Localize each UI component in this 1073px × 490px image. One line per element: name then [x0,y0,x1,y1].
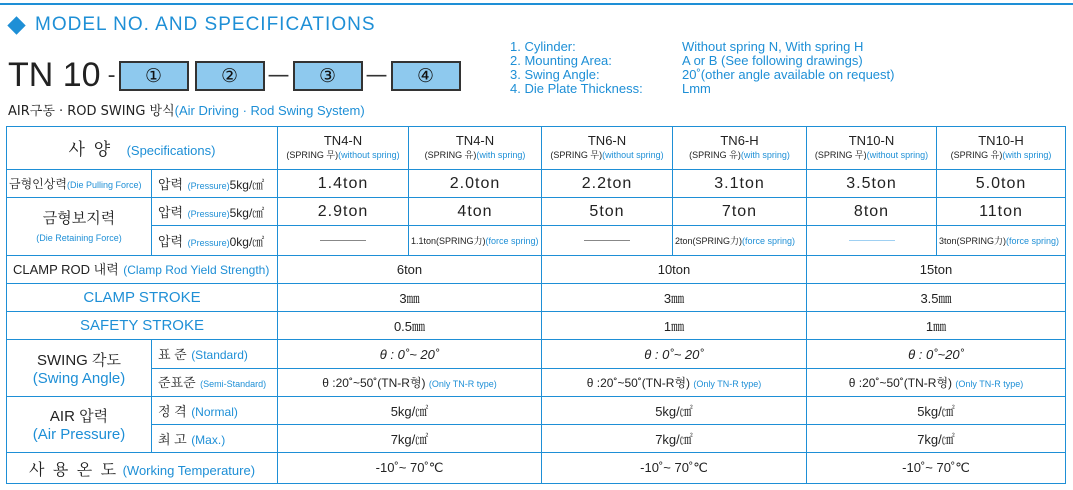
model-spring: (SPRING 유) [424,149,477,160]
legend-row [510,68,894,82]
spec-header-korean: 사 양 [68,140,113,160]
semi-standard-english: (Semi-Standard) [200,379,267,390]
standard-condition [152,340,278,368]
system-subtitle [8,100,365,119]
table-cell: 4ton [409,198,542,226]
model-column-header [409,127,542,170]
table-cell: 0.5㎜ [278,312,542,340]
max-korean: 최 고 [158,431,187,447]
table-cell: 7ton [673,198,807,226]
legend-row [510,40,894,54]
legend-key: 4. Die Plate Thickness: [510,81,643,96]
table-row-retaining-force-5 [7,198,1066,226]
model-legend [510,40,894,96]
semi-standard-note: (Only TN-R type) [693,378,762,389]
table-cell-empty [542,226,673,255]
model-column-header [542,127,673,170]
table-cell: 5.0ton [937,169,1066,197]
legend-row [510,54,894,68]
semi-standard-note: (Only TN-R type) [428,378,497,389]
retaining-force-english: (Die Retaining Force) [36,232,122,243]
pressure-value: 5kg/㎠ [229,177,265,192]
semi-standard-korean: 준표준 [158,375,196,391]
model-spring-note: (without spring) [866,149,929,160]
model-name: TN6-N [587,132,627,148]
model-spring: (SPRING 무) [814,149,867,160]
legend-value: Without spring N, With spring H [682,39,864,54]
model-name: TN4-N [455,132,495,148]
model-column-header [278,127,409,170]
clamp-rod-korean: CLAMP ROD 내력 [13,262,119,278]
model-spring-note: (without spring) [338,149,400,160]
model-name: TN10-N [848,132,895,148]
table-cell: 10ton [542,255,807,283]
model-code [8,56,461,95]
pressure-english: (Pressure) [187,180,230,191]
subtitle-english: (Air Driving · Rod Swing System) [174,103,365,118]
spring-force-value: 3ton(SPRING力) [939,236,1007,247]
legend-value: Lmm [682,81,711,96]
spring-force-value: 1.1ton(SPRING力) [411,236,486,247]
legend-key: 1. Cylinder: [510,39,576,54]
table-cell: -10˚~ 70˚℃ [278,453,542,484]
model-spring-note: (with spring) [740,149,790,160]
temperature-english: (Working Temperature) [122,462,256,478]
dash-line [584,240,630,241]
swing-angle-english: (Swing Angle) [32,369,126,387]
model-box-2: ② [195,61,265,91]
table-row-safety-stroke [7,312,1066,340]
model-spring: (SPRING 무) [286,149,339,160]
table-cell: 5kg/㎠ [807,396,1066,424]
model-column-header [673,127,807,170]
table-cell: 11ton [937,198,1066,226]
table-cell: 5kg/㎠ [278,396,542,424]
model-separator: — [267,63,290,88]
normal-condition [152,396,278,424]
force-spring-note: (force spring) [1006,236,1060,247]
table-cell [673,226,807,255]
table-row-header [7,127,1066,170]
section-header [8,14,376,36]
pressure-english: (Pressure) [187,237,230,248]
model-column-header [937,127,1066,170]
table-cell: 2.2ton [542,169,673,197]
table-cell [409,226,542,255]
table-cell: 3㎜ [278,283,542,311]
pressure-value: 0kg/㎠ [229,234,265,249]
table-cell: 2.9ton [278,198,409,226]
table-cell: θ : 0˚~20˚ [807,340,1066,368]
clamp-rod-english: (Clamp Rod Yield Strength) [123,263,270,278]
model-spring: (SPRING 유) [689,149,741,160]
safety-stroke-label: SAFETY STROKE [7,312,278,340]
pressure-condition [152,226,278,255]
table-cell: 7kg/㎠ [542,425,807,453]
temperature-korean: 사 용 온 도 [28,461,119,479]
pressure-korean: 압력 [158,233,184,249]
table-cell: 5kg/㎠ [542,396,807,424]
semi-standard-value: θ :20˚~50˚(TN-R형) [848,375,953,390]
model-name: TN4-N [323,132,363,148]
clamp-rod-label [7,255,278,283]
normal-korean: 정 격 [158,403,187,419]
pressure-condition [152,198,278,226]
pulling-force-korean: 금형인상력 [9,176,67,191]
semi-standard-condition [152,368,278,396]
model-box-1: ① [119,61,189,91]
semi-standard-note: (Only TN-R type) [955,378,1024,389]
table-row-swing-standard [7,340,1066,368]
model-column-header [807,127,937,170]
table-row-retaining-force-0 [7,226,1066,255]
model-spring-note: (without spring) [602,149,664,160]
max-english: (Max.) [191,432,226,447]
legend-key: 2. Mounting Area: [510,53,612,68]
spec-header-english: (Specifications) [126,143,216,159]
legend-row [510,82,894,96]
pressure-value: 5kg/㎠ [229,205,265,220]
standard-korean: 표 준 [158,347,187,363]
section-title: MODEL NO. AND SPECIFICATIONS [35,14,376,35]
table-cell: 6ton [278,255,542,283]
table-cell: 8ton [807,198,937,226]
air-pressure-label [7,396,152,452]
model-prefix: TN 10 [8,56,101,94]
table-row-air-max [7,425,1066,453]
standard-english: (Standard) [191,348,248,363]
table-cell: -10˚~ 70˚℃ [542,453,807,484]
spring-force-value: 2ton(SPRING力) [675,236,743,247]
table-cell [278,368,542,396]
table-cell [807,368,1066,396]
retaining-force-label [7,198,152,256]
top-rule [0,3,1073,5]
force-spring-note: (force spring) [485,236,539,247]
table-row-clamp-stroke [7,283,1066,311]
model-spring-note: (with spring) [1002,149,1052,160]
table-row-temperature [7,453,1066,484]
table-cell: 15ton [807,255,1066,283]
normal-english: (Normal) [191,404,238,419]
pulling-force-label [7,169,152,197]
model-name: TN10-H [978,132,1024,148]
table-row-air-normal [7,396,1066,424]
dash-line [320,240,366,241]
table-cell: 7kg/㎠ [807,425,1066,453]
dash-line [849,240,895,241]
legend-value: 20˚(other angle available on request) [682,67,895,82]
model-box-3: ③ [293,61,363,91]
legend-key: 3. Swing Angle: [510,67,600,82]
table-cell [937,226,1066,255]
table-cell: 2.0ton [409,169,542,197]
table-cell: θ : 0˚~ 20˚ [542,340,807,368]
table-cell: 1.4ton [278,169,409,197]
pressure-condition [152,169,278,197]
semi-standard-value: θ :20˚~50˚(TN-R형) [322,375,426,390]
swing-angle-korean: SWING 각도 [37,351,121,369]
air-pressure-korean: AIR 압력 [49,408,109,426]
specifications-table [6,126,1066,484]
table-cell: 1㎜ [807,312,1066,340]
model-name: TN6-H [720,132,759,148]
table-row-pulling-force [7,169,1066,197]
model-box-4: ④ [391,61,461,91]
model-separator: - [107,63,116,88]
pressure-korean: 압력 [158,176,184,192]
table-row-clamp-rod [7,255,1066,283]
subtitle-korean: AIR구동 · ROD SWING 방식 [8,104,175,119]
table-cell: 3.5ton [807,169,937,197]
table-cell: 1㎜ [542,312,807,340]
model-spring-note: (with spring) [476,149,526,160]
model-separator: — [365,63,388,88]
table-cell: 5ton [542,198,673,226]
table-cell-empty [807,226,937,255]
temperature-label [7,453,278,484]
table-cell: 3.1ton [673,169,807,197]
table-cell-empty [278,226,409,255]
clamp-stroke-label: CLAMP STROKE [7,283,278,311]
pulling-force-english: (Die Pulling Force) [66,179,142,190]
spec-header-cell [7,127,278,170]
table-row-swing-semi [7,368,1066,396]
legend-value: A or B (See following drawings) [682,53,863,68]
max-condition [152,425,278,453]
diamond-bullet-icon [7,16,25,34]
table-cell: θ : 0˚~ 20˚ [278,340,542,368]
pressure-english: (Pressure) [187,208,230,219]
pressure-korean: 압력 [158,204,184,220]
model-spring: (SPRING 유) [950,149,1003,160]
semi-standard-value: θ :20˚~50˚(TN-R형) [586,375,691,390]
table-cell: 3㎜ [542,283,807,311]
table-cell: -10˚~ 70˚℃ [807,453,1066,484]
table-cell: 3.5㎜ [807,283,1066,311]
model-spring: (SPRING 무) [550,149,603,160]
table-cell [542,368,807,396]
table-cell: 7kg/㎠ [278,425,542,453]
air-pressure-english: (Air Pressure) [32,426,126,444]
swing-angle-label [7,340,152,396]
force-spring-note: (force spring) [742,236,796,247]
retaining-force-korean: 금형보지력 [42,209,116,227]
